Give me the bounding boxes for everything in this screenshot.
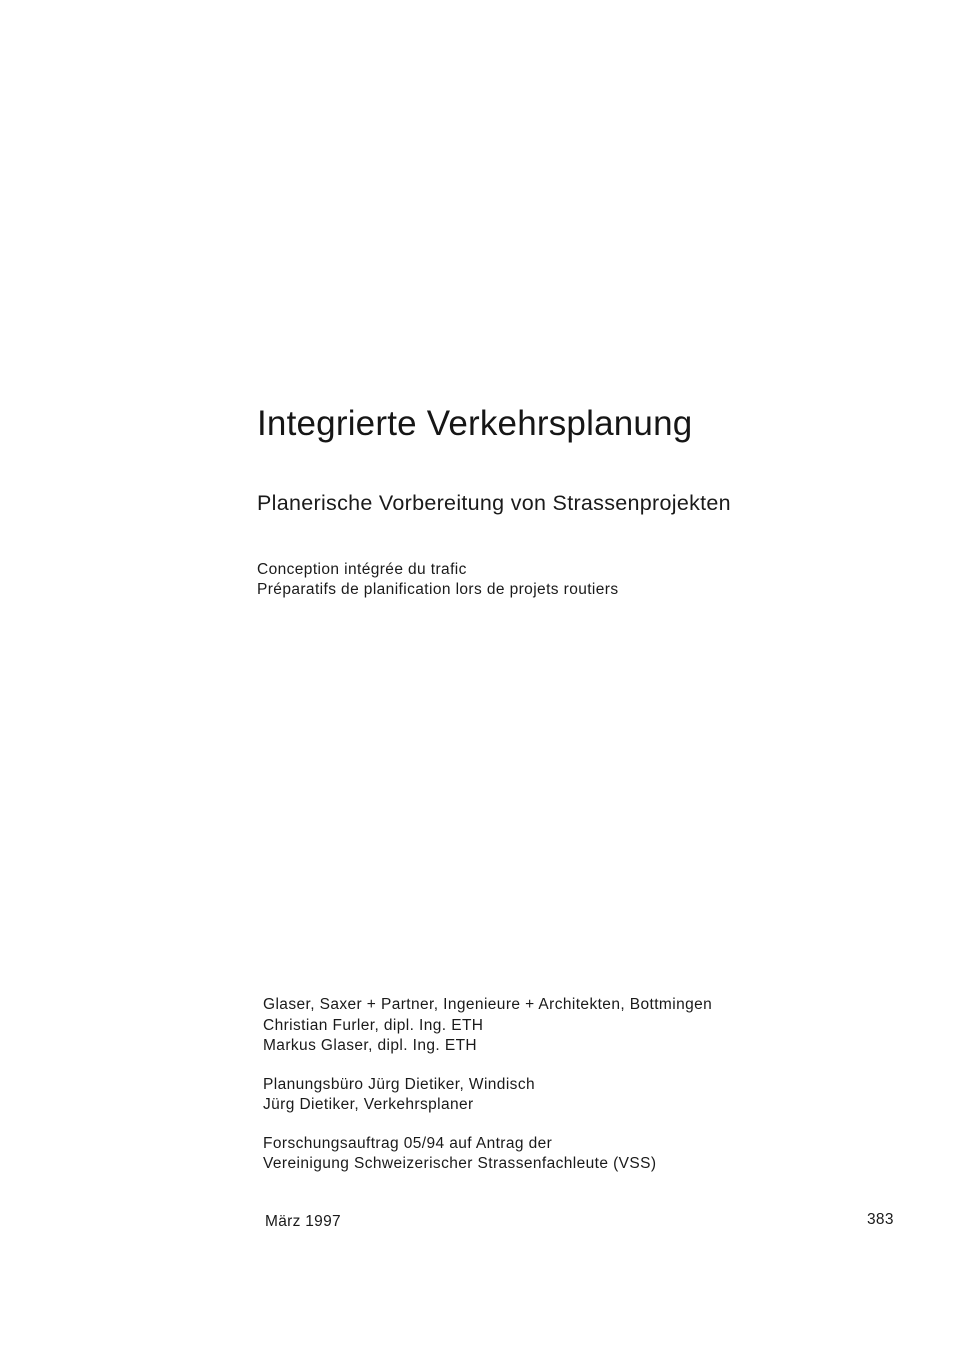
document-subtitle: Planerische Vorbereitung von Strassenprojekten — [257, 491, 731, 515]
french-subtitle-line: Préparatifs de planification lors de projets routiers — [257, 581, 619, 598]
authors-block — [263, 995, 712, 1175]
author-name: Jürg Dietiker, Verkehrsplaner — [263, 1096, 474, 1113]
author-name: Markus Glaser, dipl. Ing. ETH — [263, 1037, 478, 1054]
page-number: 383 — [867, 1211, 894, 1228]
french-title-block — [257, 560, 619, 600]
author-group-firm1 — [263, 995, 712, 1057]
commission-note — [263, 1134, 712, 1175]
publication-date: März 1997 — [265, 1213, 341, 1230]
firm-name: Planungsbüro Jürg Dietiker, Windisch — [263, 1075, 535, 1093]
firm-name: Glaser, Saxer + Partner, Ingenieure + Architekten, Bottmingen — [263, 996, 713, 1013]
author-name: Christian Furler, dipl. Ing. ETH — [263, 1016, 484, 1034]
commission-line: Forschungsauftrag 05/94 auf Antrag der — [263, 1134, 553, 1152]
document-title: Integrierte Verkehrsplanung — [257, 404, 693, 443]
commission-line: Vereinigung Schweizerischer Strassenfachleute (VSS) — [263, 1155, 657, 1172]
author-group-firm2 — [263, 1075, 712, 1116]
french-title-line: Conception intégrée du trafic — [257, 561, 467, 578]
